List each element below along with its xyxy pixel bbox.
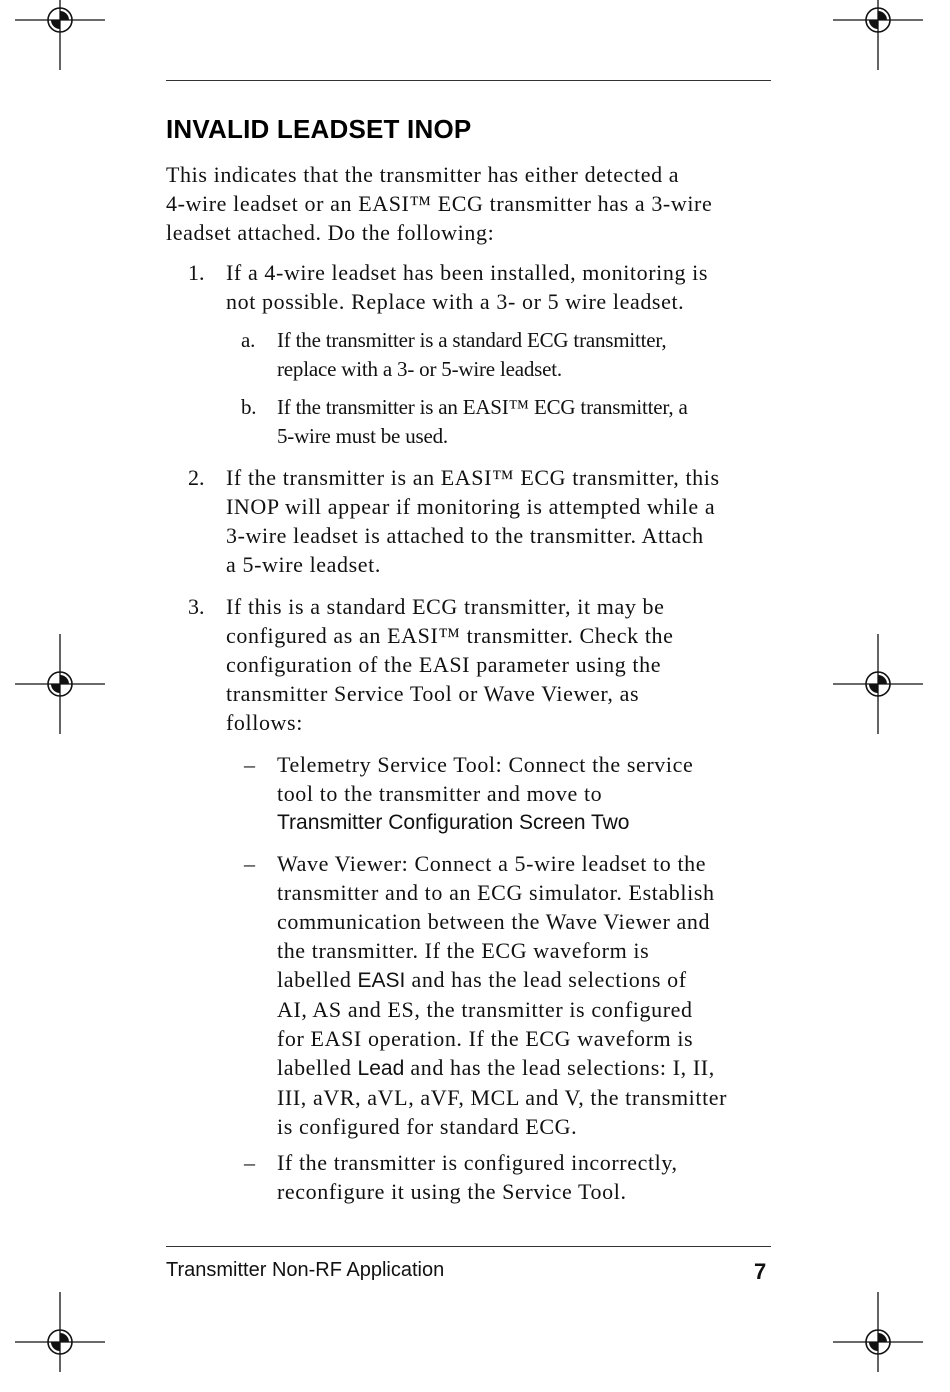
registration-mark-icon	[828, 634, 928, 734]
waveform-label-lead: Lead	[357, 1057, 405, 1080]
step-text: If this is a standard ECG transmitter, it may be configured as an EASI™ transmitter. Check the configuration of the EASI parameter using the transmitter Service Tool or Wave Viewer, as follows:	[226, 594, 674, 735]
page-number: 7	[754, 1259, 767, 1284]
bullet-dash: –	[244, 851, 255, 876]
step-number: 3.	[188, 594, 205, 619]
bullet-text: Telemetry Service Tool: Connect the service tool to the transmitter and move to Transmitter Configuration Screen Two	[277, 750, 693, 837]
section-heading: INVALID LEADSET INOP	[166, 114, 472, 144]
screen-name: Transmitter Configuration Screen Two	[277, 811, 630, 834]
step-text: If the transmitter is an EASI™ ECG transmitter, this INOP will appear if monitoring is attempted while a 3-wire leadset is attached to the transmitter. Attach a 5-wire leadset.	[226, 465, 720, 577]
registration-mark-icon	[828, 1292, 928, 1392]
step-number: 1.	[188, 260, 205, 285]
registration-mark-icon	[10, 634, 110, 734]
substep-text: If the transmitter is an EASI™ ECG transmitter, a 5-wire must be used.	[277, 395, 688, 448]
footer-title: Transmitter Non-RF Application	[166, 1259, 445, 1281]
registration-mark-icon	[10, 1292, 110, 1392]
footer-rule	[166, 1246, 771, 1247]
intro-paragraph: This indicates that the transmitter has either detected a 4-wire leadset or an EASI™ ECG transmitter has a 3-wire leadset attached. Do the following:	[166, 162, 713, 245]
header-rule	[166, 80, 771, 81]
bullet-text: If the transmitter is configured incorrectly, reconfigure it using the Service Tool.	[277, 1150, 678, 1204]
registration-mark-icon	[10, 0, 110, 70]
bullet-dash: –	[244, 752, 255, 777]
bullet-dash: –	[244, 1150, 255, 1175]
substep-marker: a.	[241, 328, 256, 352]
registration-mark-icon	[828, 0, 928, 70]
bullet-text: Wave Viewer: Connect a 5-wire leadset to the transmitter and to an ECG simulator. Establish communication between the Wave Viewer and the transmitter. If the ECG waveform is labelled EASI and has the lead selections of AI, AS and ES, the transmitter is configured for EASI operation. If the ECG waveform is labelled Lead and has the lead selections: I, II, III, aVR, aVL, aVF, MCL and V, the transmitter is configured for standard ECG.	[277, 851, 728, 1139]
substep-marker: b.	[241, 395, 257, 419]
substep-text: If the transmitter is a standard ECG transmitter, replace with a 3- or 5-wire leadset.	[277, 328, 667, 381]
waveform-label-easi: EASI	[357, 969, 406, 992]
step-text: If a 4-wire leadset has been installed, monitoring is not possible. Replace with a 3- or 5 wire leadset.	[226, 260, 709, 314]
step-number: 2.	[188, 465, 205, 490]
